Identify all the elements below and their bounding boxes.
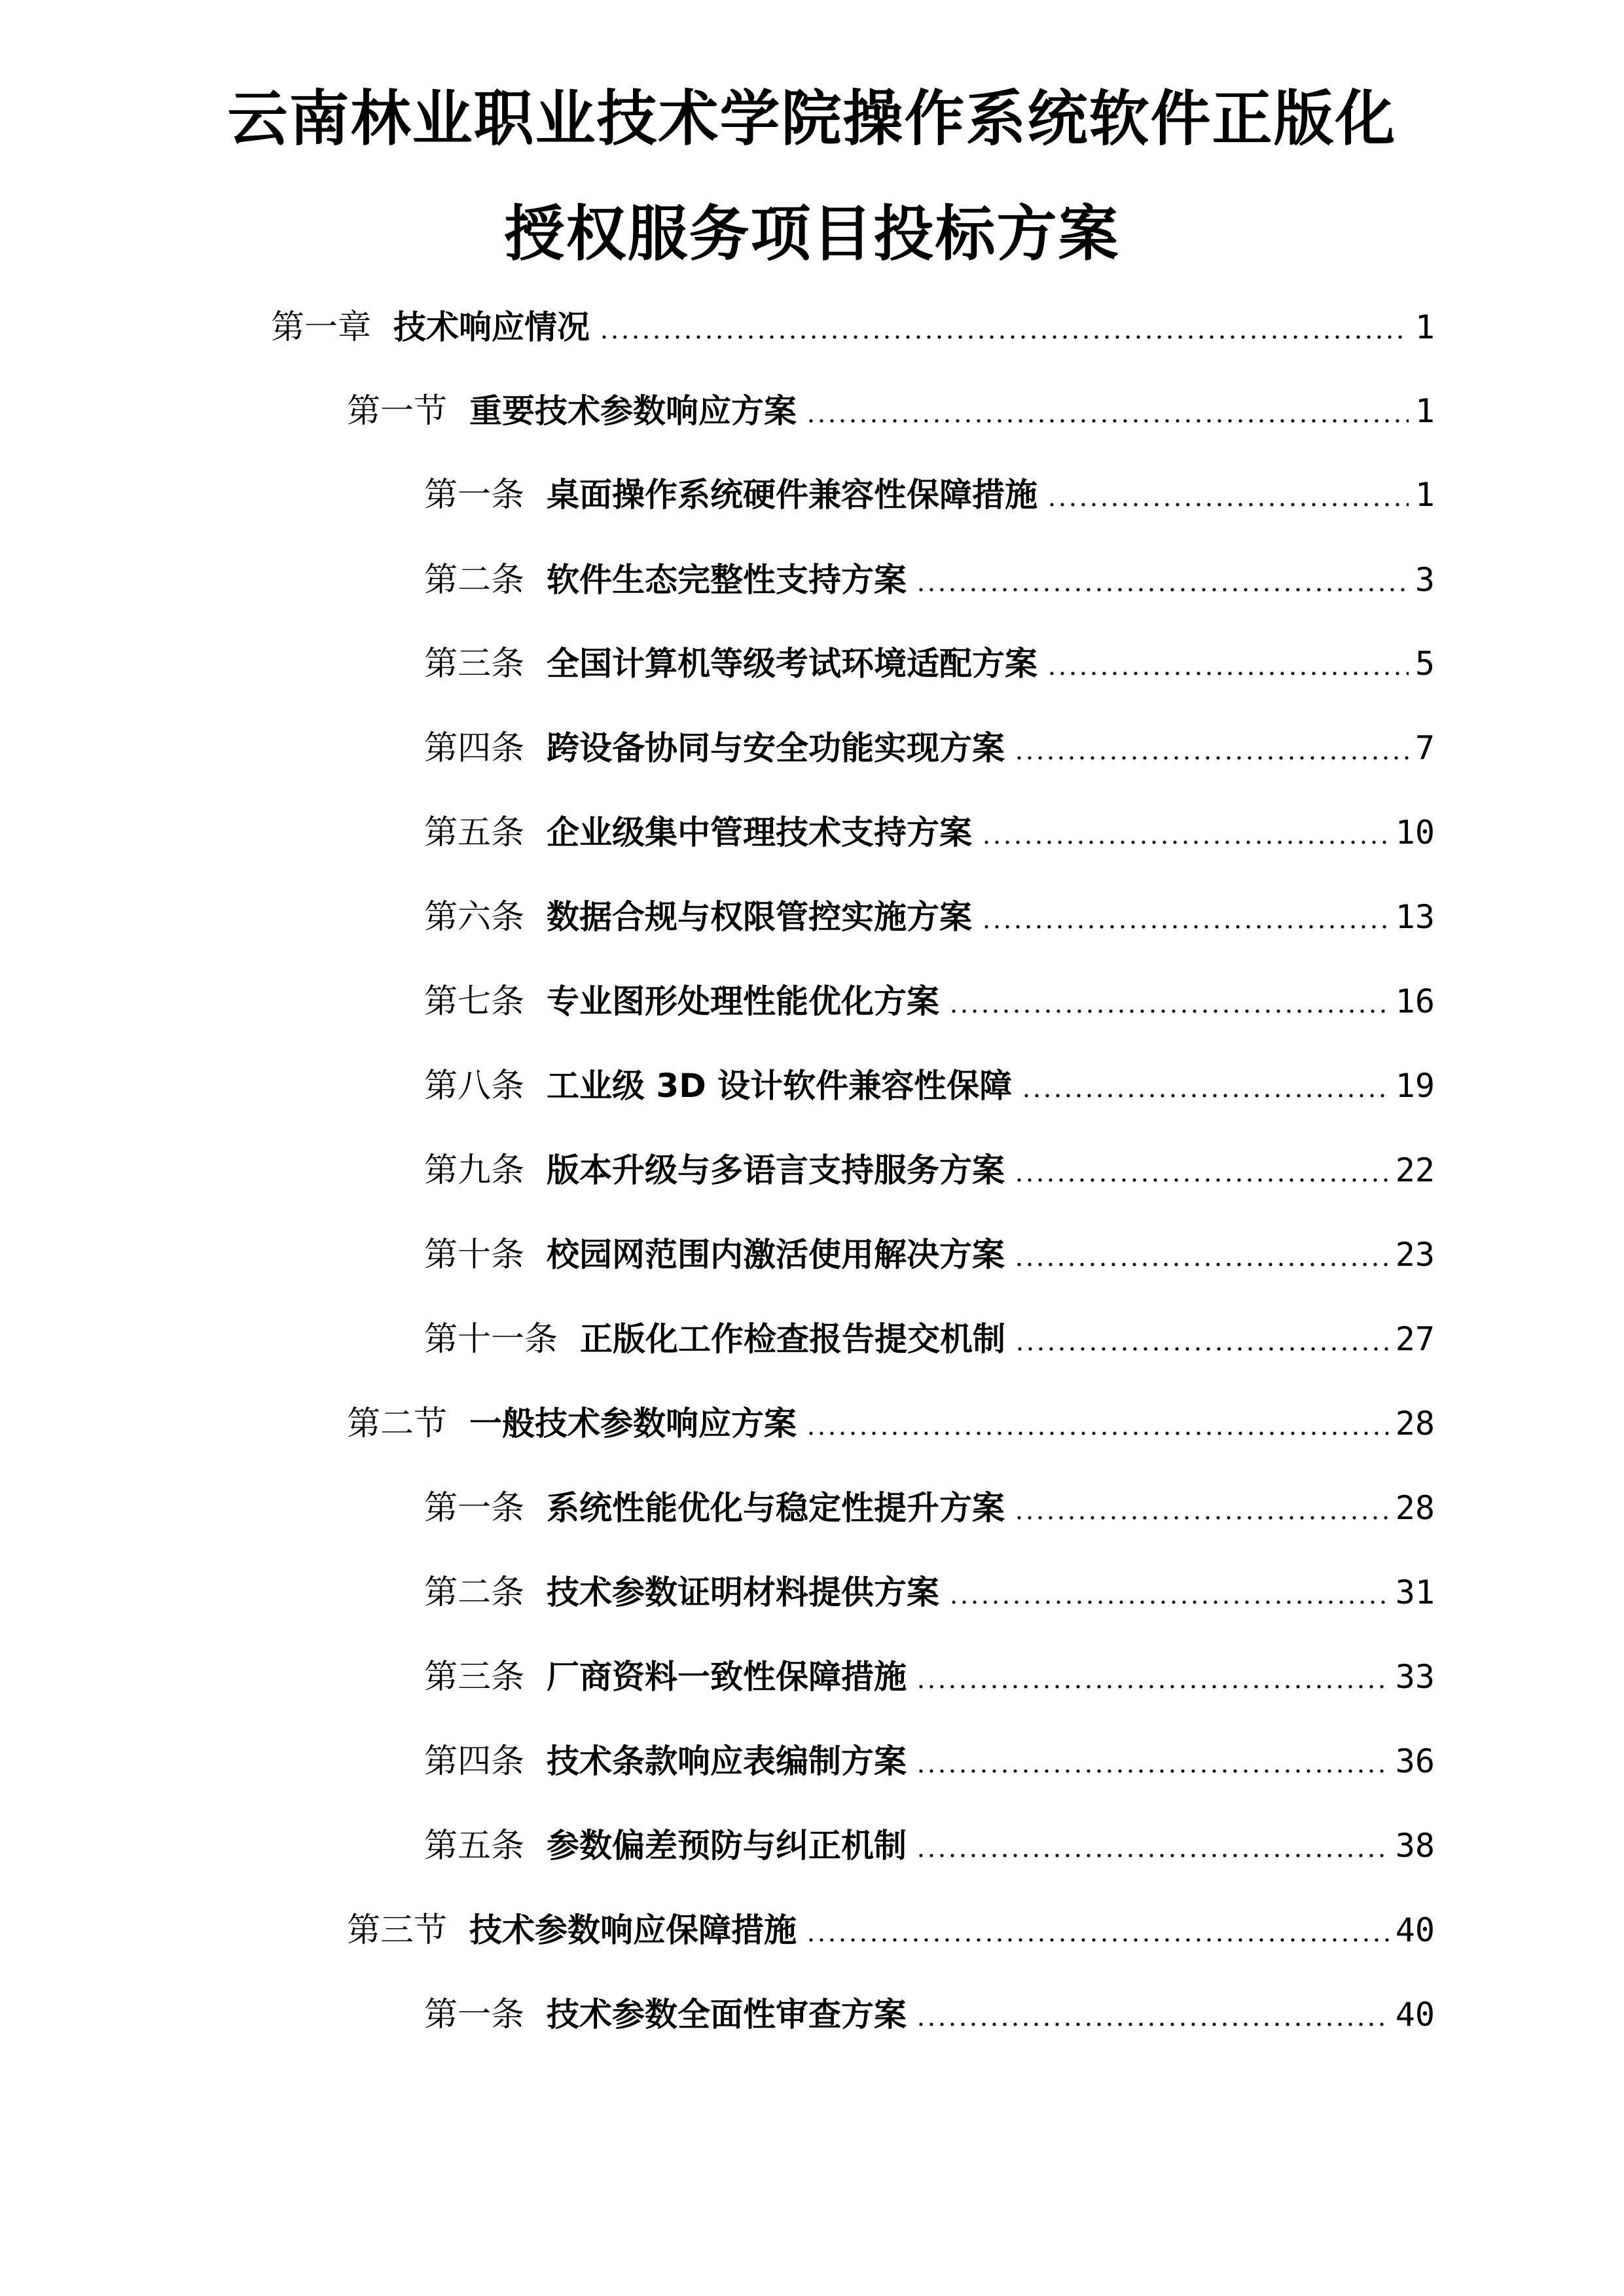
toc-entry-page-number: 27 [1395,1320,1435,1358]
toc-entry-title: 技术参数证明材料提供方案 [547,1573,940,1611]
document-title-line-2: 授权服务项目投标方案 [504,199,1120,269]
toc-entry-page-number: 1 [1415,392,1435,430]
toc-entry-label: 第一条 [424,1489,525,1528]
toc-entry-label: 第五条 [424,1827,525,1865]
toc-entry-label: 第二节 [347,1405,448,1443]
toc-entry-page-number: 19 [1395,1067,1435,1105]
toc-entry-page-number: 1 [1415,308,1435,346]
toc-entry-title: 工业级 3D 设计软件兼容性保障 [547,1067,1013,1105]
toc-entry-article[interactable] [424,1060,1435,1112]
toc-entry-label: 第五条 [424,814,525,852]
toc-entry-article[interactable] [424,1651,1435,1703]
toc-entry-page-number: 10 [1395,814,1435,852]
toc-entry-page-number: 31 [1395,1573,1435,1611]
toc-entry-title: 厂商资料一致性保障措施 [547,1658,907,1696]
toc-entry-page-number: 7 [1415,729,1435,767]
toc-entry-page-number: 38 [1395,1827,1435,1865]
dot-leader [806,1430,1389,1437]
dot-leader [916,586,1409,593]
dot-leader [981,839,1389,846]
toc-entry-article[interactable] [424,469,1435,521]
toc-entry-article[interactable] [424,1735,1435,1787]
dot-leader [916,1768,1389,1774]
toc-entry-title: 参数偏差预防与纠正机制 [547,1827,907,1865]
toc-entry-chapter-1[interactable] [271,301,1435,353]
toc-entry-title: 技术响应情况 [393,308,590,346]
toc-entry-page-number: 36 [1395,1742,1435,1780]
toc-entry-title: 企业级集中管理技术支持方案 [547,814,973,852]
toc-entry-title: 技术参数响应保障措施 [469,1911,797,1949]
toc-entry-article[interactable] [424,1988,1435,2041]
toc-entry-article[interactable] [424,975,1435,1028]
dot-leader [948,1008,1389,1014]
toc-entry-title: 数据合规与权限管控实施方案 [547,898,973,936]
dot-leader [806,418,1409,424]
toc-entry-section-1[interactable] [347,385,1435,437]
toc-entry-article[interactable] [424,891,1435,943]
toc-entry-title: 技术参数全面性审查方案 [547,1996,907,2034]
dot-leader [1047,501,1409,508]
dot-leader [1014,1515,1389,1521]
toc-entry-title: 专业图形处理性能优化方案 [547,982,940,1020]
toc-entry-page-number: 23 [1395,1236,1435,1274]
toc-entry-article[interactable] [424,722,1435,774]
toc-entry-label: 第一节 [347,392,448,431]
toc-entry-label: 第一条 [424,1996,525,2034]
toc-entry-label: 第十一条 [424,1320,558,1359]
toc-entry-page-number: 22 [1395,1151,1435,1189]
toc-entry-title: 桌面操作系统硬件兼容性保障措施 [547,476,1038,514]
toc-entry-page-number: 16 [1395,982,1435,1020]
toc-entry-label: 第一条 [424,476,525,514]
toc-entry-title: 正版化工作检查报告提交机制 [580,1320,1006,1358]
dot-leader [1047,670,1409,677]
document-title-line-1: 云南林业职业技术学院操作系统软件正版化 [227,84,1397,154]
dot-leader [1014,755,1409,761]
toc-entry-label: 第四条 [424,1742,525,1781]
toc-entry-article[interactable] [424,806,1435,859]
toc-entry-article[interactable] [424,1313,1435,1365]
dot-leader [916,2021,1389,2028]
toc-entry-page-number: 33 [1395,1658,1435,1696]
toc-entry-page-number: 13 [1395,898,1435,936]
dot-leader [916,1683,1389,1690]
toc-entry-page-number: 5 [1415,645,1435,683]
toc-entry-page-number: 1 [1415,476,1435,514]
toc-entry-page-number: 3 [1415,561,1435,599]
toc-entry-label: 第八条 [424,1067,525,1105]
dot-leader [981,924,1389,930]
toc-entry-label: 第三条 [424,1658,525,1696]
toc-entry-title: 软件生态完整性支持方案 [547,561,907,599]
toc-entry-label: 第十条 [424,1236,525,1274]
toc-entry-label: 第九条 [424,1151,525,1190]
dot-leader [599,334,1409,340]
toc-entry-title: 版本升级与多语言支持服务方案 [547,1151,1005,1189]
toc-entry-section-2[interactable] [347,1397,1435,1450]
dot-leader [806,1937,1389,1943]
toc-entry-title: 全国计算机等级考试环境适配方案 [547,645,1038,683]
dot-leader [1015,1346,1389,1352]
toc-entry-article[interactable] [424,1229,1435,1281]
dot-leader [916,1852,1389,1859]
toc-entry-label: 第六条 [424,898,525,937]
toc-entry-section-3[interactable] [347,1904,1435,1956]
toc-entry-article[interactable] [424,554,1435,606]
toc-entry-page-number: 40 [1395,1911,1435,1949]
toc-entry-article[interactable] [424,1144,1435,1196]
toc-entry-title: 跨设备协同与安全功能实现方案 [547,729,1005,767]
toc-entry-page-number: 40 [1395,1996,1435,2034]
toc-entry-label: 第三节 [347,1911,448,1950]
toc-entry-article[interactable] [424,637,1435,690]
dot-leader [1021,1092,1389,1099]
toc-entry-article[interactable] [424,1482,1435,1534]
dot-leader [948,1599,1389,1605]
toc-entry-label: 第七条 [424,982,525,1021]
dot-leader [1014,1177,1389,1183]
toc-entry-title: 一般技术参数响应方案 [469,1405,797,1443]
toc-entry-title: 校园网范围内激活使用解决方案 [547,1236,1005,1274]
toc-entry-article[interactable] [424,1566,1435,1619]
toc-entry-page-number: 28 [1395,1405,1435,1443]
toc-entry-article[interactable] [424,1820,1435,1872]
toc-entry-label: 第三条 [424,645,525,683]
toc-entry-page-number: 28 [1395,1489,1435,1527]
toc-entry-title: 系统性能优化与稳定性提升方案 [547,1489,1005,1527]
toc-entry-label: 第四条 [424,729,525,768]
dot-leader [1014,1261,1389,1268]
toc-entry-title: 重要技术参数响应方案 [469,392,797,430]
toc-entry-title: 技术条款响应表编制方案 [547,1742,907,1780]
toc-entry-label: 第二条 [424,561,525,600]
toc-entry-label: 第一章 [271,308,372,347]
toc-entry-label: 第二条 [424,1573,525,1612]
